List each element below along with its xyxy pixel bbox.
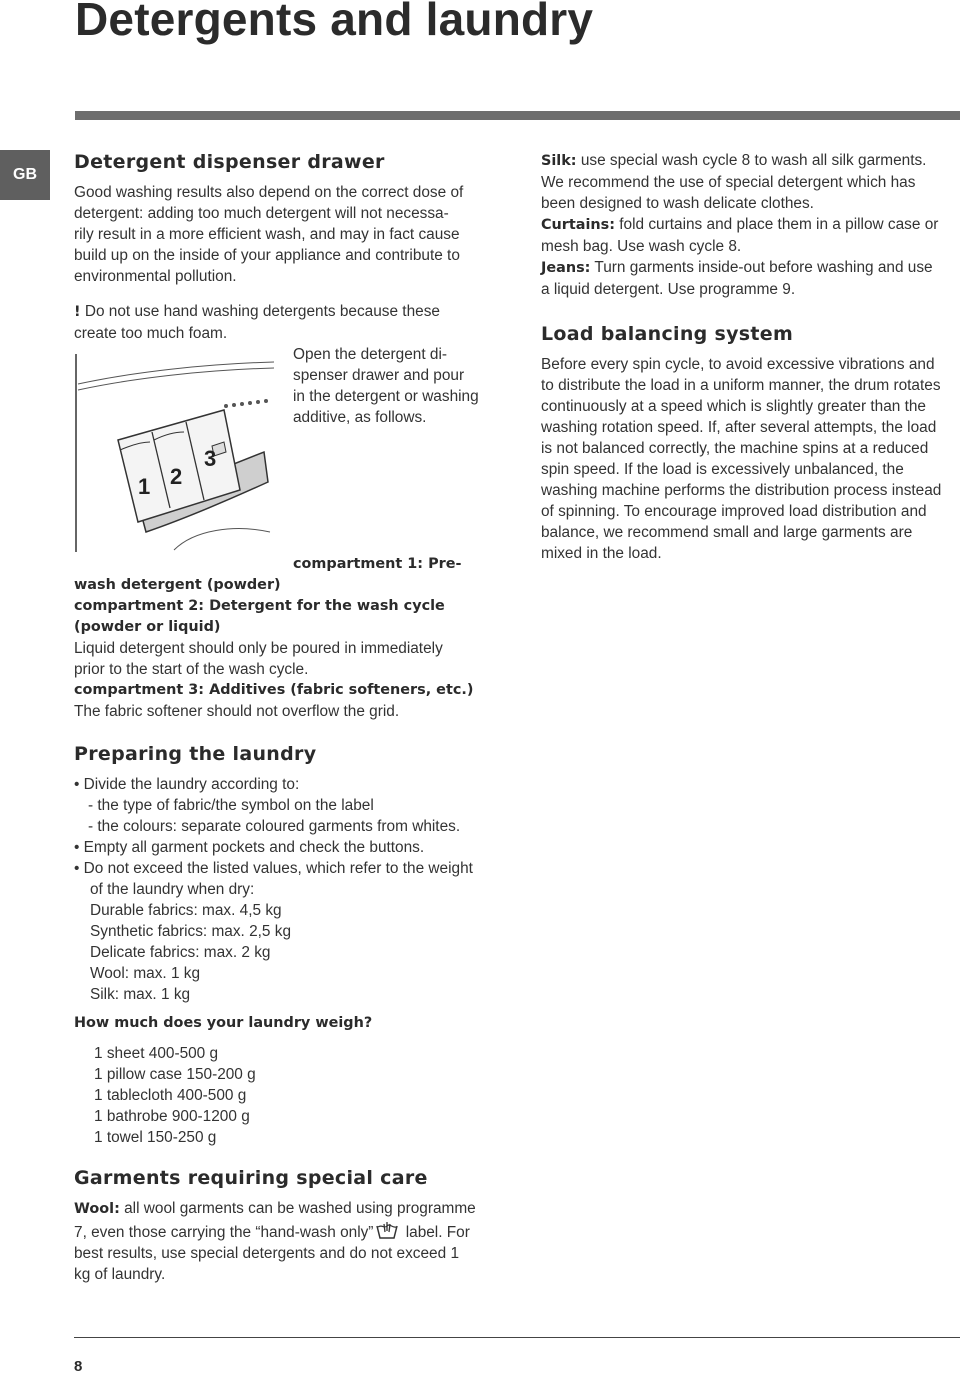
silk-text: to wash all silk garments. [750,152,927,169]
weight-limit: Delicate fabrics: max. 2 kg [90,944,271,961]
jeans-line [541,257,960,279]
weight-limit: Wool: max. 1 kg [90,965,201,982]
compartment-1-label-cont: wash detergent (powder) [74,577,281,593]
warning-text: Do not use hand washing detergents because these [80,303,440,320]
wool-programme-number: 7 [74,1224,83,1241]
dispenser-intro-line: Good washing results also depend on the correct dose of [74,184,464,201]
compartment-3-label: compartment 3: Additives (fabric softeners, etc.) [74,682,474,698]
silk-label: Silk: [541,153,577,169]
right-column [541,150,960,564]
silk-line: been designed to wash delicate clothes. [541,195,814,212]
silk-line: We recommend the use of special detergent which has [541,174,916,191]
compartment-3-note: The fabric softener should not overflow the grid. [74,703,400,720]
curtains-line [541,214,960,236]
silk-line [541,150,960,172]
curtains-text: fold curtains and place them in a pillow case or [615,216,939,233]
item-weight: 1 bathrobe 900-1200 g [94,1108,250,1125]
jeans-text: a liquid detergent. Use programme [541,281,783,298]
dispenser-intro-line: detergent: adding too much detergent will not necessa- [74,205,449,222]
dispenser-figure-row [74,344,499,554]
wool-line [74,1198,499,1220]
wool-text: label. For [401,1224,470,1241]
dispenser-intro-line: build up on the inside of your appliance and contribute to [74,247,460,264]
compartment-2-label: compartment 2: Detergent for the wash cycle [74,598,445,614]
balancing-line: spin speed. If the load is excessively unbalanced, the [541,461,904,478]
balancing-line: is not balanced correctly, the machine spins at a reduced [541,440,929,457]
balancing-line: continuously at a speed which is slightly greater than the [541,398,926,415]
jeans-text: Turn garments inside-out before washing and use [590,259,933,276]
item-weight: 1 pillow case 150-200 g [94,1066,256,1083]
detergent-drawer-illustration [74,354,274,554]
balancing-line: washing rotation speed. If, after several attempts, the load [541,419,937,436]
page-title: Detergents and laundry [75,0,594,45]
preparing-bullet: • Empty all garment pockets and check the buttons. [74,839,425,856]
wool-text: all wool garments can be washed using programme [119,1200,476,1217]
special-care-heading: Garments requiring special care [74,1167,428,1189]
balancing-line: mixed in the load. [541,545,662,562]
figure-caption-line: Open the detergent di- [293,346,448,363]
balancing-line: Before every spin cycle, to avoid excessive vibrations and [541,356,935,373]
curtains-text: . [736,238,742,255]
balancing-line: of spinning. To encourage improved load distribution and [541,503,927,520]
page-number: 8 [74,1358,83,1375]
liquid-note-line: Liquid detergent should only be poured in immediately [74,640,443,657]
balancing-line: to distribute the load in a uniform manner, the drum rotates [541,377,941,394]
compartment-label-3: 3 [204,446,217,471]
dispenser-heading: Detergent dispenser drawer [74,151,385,173]
preparing-sub-item: - the type of fabric/the symbol on the label [88,797,374,814]
figure-caption-line: additive, as follows. [293,409,427,426]
hand-wash-icon [375,1220,399,1240]
preparing-bullet-cont: of the laundry when dry: [90,881,255,898]
dispenser-intro-line: environmental pollution. [74,268,237,285]
warning-line: create too much foam. [74,325,228,342]
figure-caption-line: spenser drawer and pour [293,367,465,384]
jeans-label: Jeans: [541,260,591,276]
preparing-sub-item: - the colours: separate coloured garments from whites. [88,818,461,835]
silk-text: use special wash cycle [576,152,742,169]
preparing-bullet: • Do not exceed the listed values, which refer to the weight [74,860,473,877]
compartment-1-label: compartment 1: Pre- [293,556,462,572]
compartment-2-label-cont: (powder or liquid) [74,619,221,635]
curtains-cycle-number: 8 [728,238,737,255]
preparing-heading: Preparing the laundry [74,743,317,765]
weight-limit: Durable fabrics: max. 4,5 kg [90,902,282,919]
curtains-line [541,236,960,257]
wool-line [74,1220,499,1243]
wool-text: , even those carrying the “hand-wash only” [82,1224,374,1241]
compartment-label-1: 1 [138,474,151,499]
balancing-heading: Load balancing system [541,323,794,345]
jeans-programme-number: 9 [782,281,791,298]
left-column [74,150,499,1285]
liquid-note-line: prior to the start of the wash cycle. [74,661,309,678]
item-weight: 1 sheet 400-500 g [94,1045,219,1062]
figure-caption [293,344,503,428]
warning-mark: ! [74,304,81,320]
balancing-line: washing machine performs the distribution process instead [541,482,942,499]
wool-label: Wool: [74,1201,120,1217]
dispenser-intro-line: rily result in a more efficient wash, and may in fact cause [74,226,460,243]
weight-limit: Silk: max. 1 kg [90,986,191,1003]
balancing-line: balance, we recommend small and large garments are [541,524,913,541]
language-tab: GB [0,150,50,200]
item-weight: 1 towel 150-250 g [94,1129,217,1146]
wool-line: kg of laundry. [74,1266,166,1283]
footer-rule [74,1337,960,1338]
curtains-text: mesh bag. Use wash cycle [541,238,729,255]
silk-cycle-number: 8 [741,152,751,169]
title-rule [75,111,960,120]
item-weight: 1 tablecloth 400-500 g [94,1087,247,1104]
curtains-label: Curtains: [541,217,615,233]
weight-limit: Synthetic fabrics: max. 2,5 kg [90,923,292,940]
jeans-text: . [790,281,796,298]
compartment-label-2: 2 [170,464,183,489]
weigh-heading: How much does your laundry weigh? [74,1015,373,1031]
jeans-line [541,279,960,300]
warning-line [74,301,499,323]
figure-caption-line: in the detergent or washing [293,388,479,405]
wool-line: best results, use special detergents and do not exceed 1 [74,1245,460,1262]
preparing-bullet: • Divide the laundry according to: [74,776,300,793]
